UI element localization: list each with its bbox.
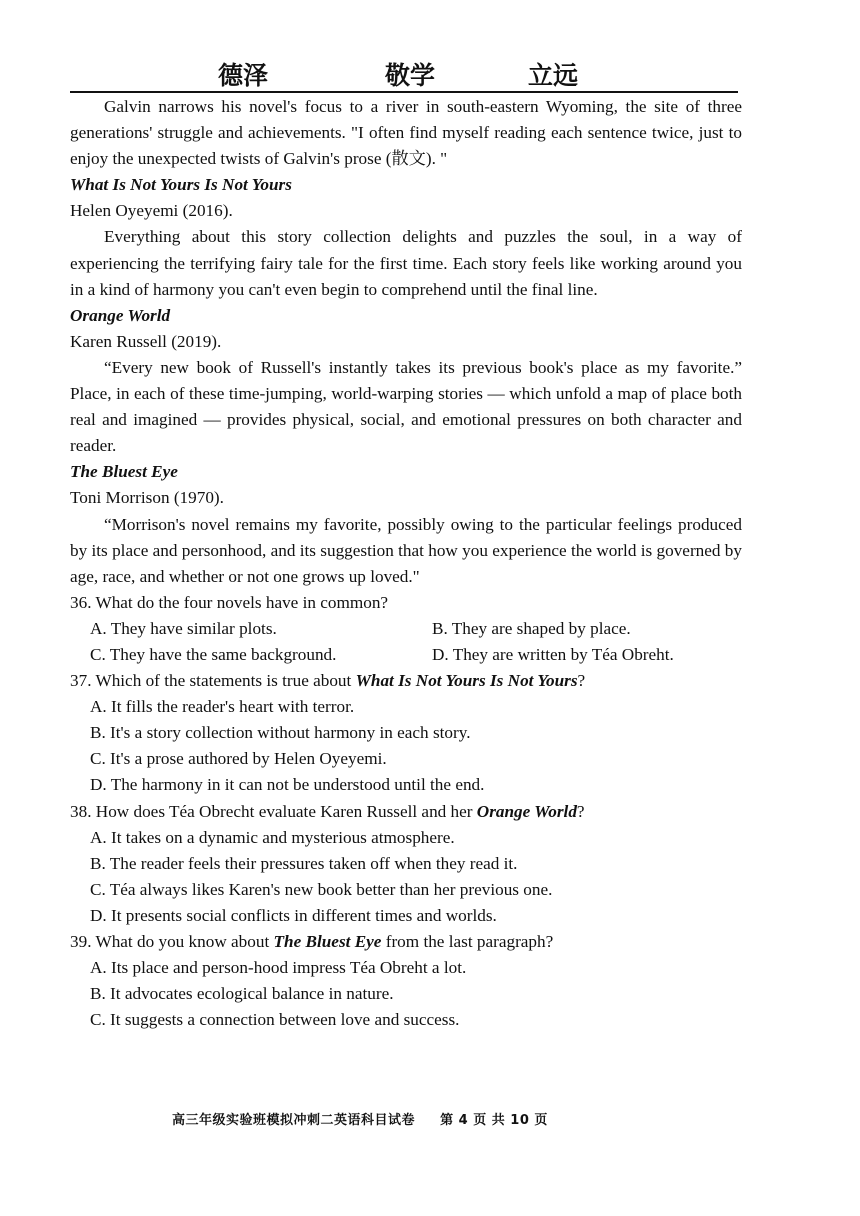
option-a: A. They have similar plots.: [90, 618, 277, 638]
option-d: D. It presents social conflicts in different times and worlds.: [90, 905, 497, 925]
question-stem: 37. Which of the statements is true about: [70, 671, 356, 691]
question-37: [70, 668, 742, 694]
option-d: D. The harmony in it can not be understood until the end.: [90, 775, 485, 795]
book-author: Karen Russell (2019).: [70, 331, 222, 351]
motto-word: 敬学: [385, 61, 436, 90]
question-stem: 39. What do you know about: [70, 932, 274, 951]
exam-name: 高三年级实验班模拟冲刺二英语科目试卷: [172, 1113, 416, 1128]
option-a: A. It fills the reader's heart with terror.: [90, 697, 355, 717]
book-review: Everything about this story collection delights and puzzles the soul, in a way of experiencing the terrifying fairy tale for the first time. Each story feels like working around you in a kind of harmony you can't even begin to comprehend until the final line.: [70, 227, 742, 299]
option-b: B. The reader feels their pressures taken off when they read it.: [90, 853, 518, 873]
option-c: C. They have the same background.: [90, 644, 337, 664]
question-book-title: What Is Not Yours Is Not Yours: [355, 671, 578, 691]
question-stem-end: ?: [577, 671, 586, 691]
motto-word: 德泽: [218, 61, 269, 90]
option-a: A. Its place and person-hood impress Téa Obreht a lot.: [90, 958, 467, 978]
motto-word: 立远: [528, 61, 579, 90]
book-title: Orange World: [70, 305, 171, 325]
option-d: D. They are written by Téa Obreht.: [432, 644, 674, 664]
book-author: Toni Morrison (1970).: [70, 488, 224, 508]
question-38: [70, 799, 742, 825]
book-title: What Is Not Yours Is Not Yours: [70, 175, 292, 195]
school-motto: [0, 56, 860, 92]
option-b: B. They are shaped by place.: [432, 618, 631, 638]
reading-passage: [70, 94, 742, 1033]
question-stem: 36. What do the four novels have in common?: [70, 592, 389, 612]
book-review: “Every new book of Russell's instantly takes its previous book's place as my favorite.” Place, in each of these time-jumping, world-warping stories — which unfold a map of place both real and imagined — provides physical, social, and emotional pressures on both character and reader.: [70, 357, 742, 456]
question-39: [70, 929, 742, 955]
book-review: “Morrison's novel remains my favorite, possibly owing to the particular feelings produced by its place and personhood, and its suggestion that how you experience the world is governed by age, race, and whether or not one grows up loved.": [70, 514, 742, 586]
question-book-title: Orange World: [476, 801, 577, 821]
question-stem-end: ?: [576, 801, 585, 821]
book-author: Helen Oyeyemi (2016).: [70, 201, 233, 221]
book-title: The Bluest Eye: [70, 462, 178, 482]
question-book-title: The Bluest Eye: [273, 932, 382, 951]
intro-paragraph: Galvin narrows his novel's focus to a river in south-eastern Wyoming, the site of three generations' struggle and achievements. "I often find myself reading each sentence twice, just to enjoy the unexpected twists of Galvin's prose (散文). ": [70, 97, 742, 169]
question-36: [70, 590, 742, 616]
question-stem-end: from the last paragraph?: [381, 932, 554, 951]
option-c: C. Téa always likes Karen's new book better than her previous one.: [90, 879, 553, 899]
page-number: 第 4 页 共 10 页: [440, 1113, 548, 1128]
option-a: A. It takes on a dynamic and mysterious atmosphere.: [90, 827, 455, 847]
option-b: B. It advocates ecological balance in nature.: [90, 984, 394, 1004]
options-row: [90, 616, 742, 642]
question-stem: 38. How does Téa Obrecht evaluate Karen Russell and her: [70, 801, 477, 821]
options-row: [90, 642, 742, 668]
header-rule: [70, 91, 738, 93]
option-b: B. It's a story collection without harmony in each story.: [90, 723, 471, 743]
option-c: C. It's a prose authored by Helen Oyeyemi.: [90, 749, 387, 769]
page-footer: [172, 1109, 548, 1128]
option-c: C. It suggests a connection between love and success.: [90, 1010, 460, 1030]
